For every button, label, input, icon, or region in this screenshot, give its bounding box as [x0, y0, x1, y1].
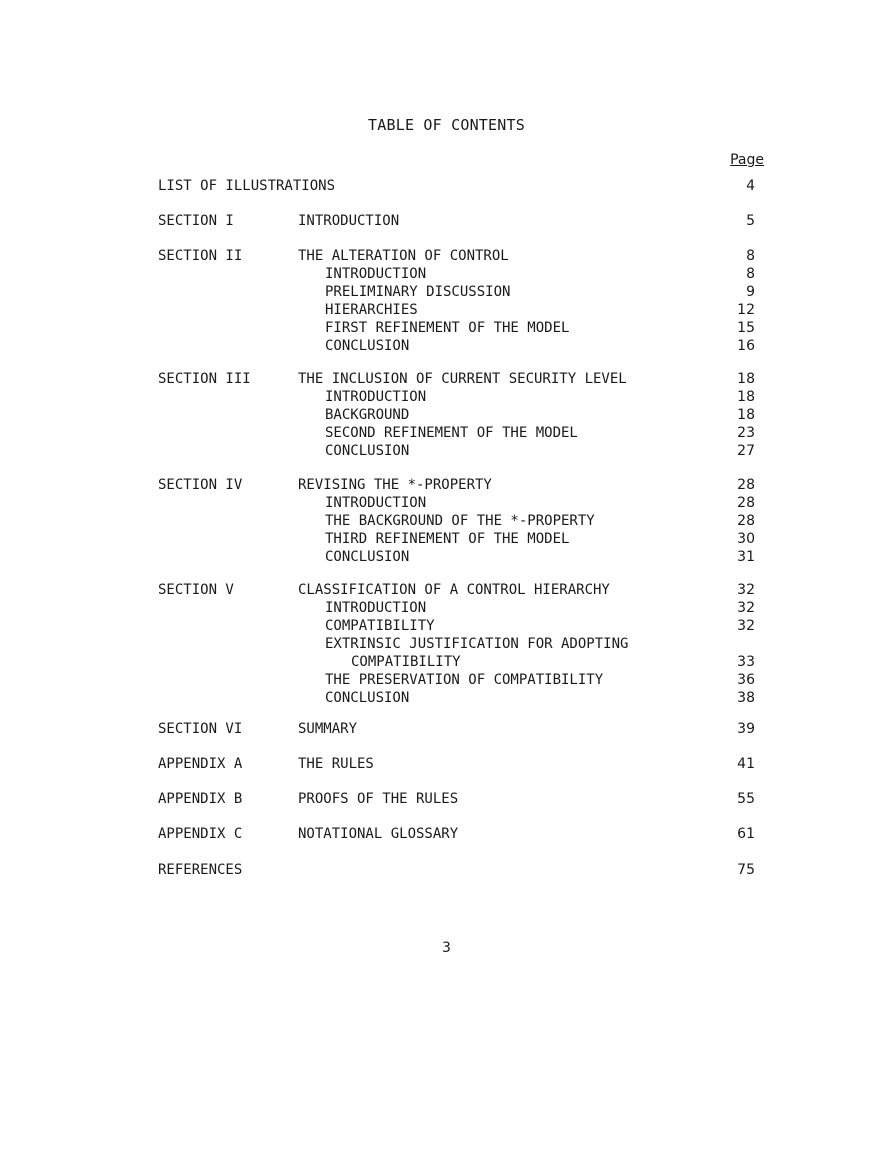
toc-entry-section-3[interactable] [0, 371, 893, 461]
toc-entry-section-2[interactable] [0, 248, 893, 356]
section-title: THE ALTERATION OF CONTROL [298, 248, 509, 264]
entry-page: 75 [737, 862, 755, 878]
section-label: SECTION VI [158, 721, 243, 737]
section-title: INTRODUCTION [298, 213, 400, 229]
subsection-entry[interactable]: COMPATIBILITY 32 [325, 618, 755, 634]
entry-label: LIST OF ILLUSTRATIONS [158, 178, 336, 194]
subsection-entry[interactable]: THE BACKGROUND OF THE *-PROPERTY 28 [325, 513, 755, 529]
entry-page: 4 [746, 178, 755, 194]
section-label: APPENDIX A [158, 756, 243, 772]
entry-page: 55 [737, 791, 755, 807]
section-title: THE INCLUSION OF CURRENT SECURITY LEVEL [298, 371, 627, 387]
subsection-entry[interactable]: PRELIMINARY DISCUSSION 9 [325, 284, 755, 300]
section-label: SECTION II [158, 248, 243, 264]
entry-label: REFERENCES [158, 862, 243, 878]
toc-title: TABLE OF CONTENTS [368, 116, 525, 134]
subsection-entry[interactable]: CONCLUSION 31 [325, 549, 755, 565]
subsection-entry[interactable]: CONCLUSION 38 [325, 690, 755, 706]
toc-entry-appendix-a[interactable] [0, 756, 893, 774]
subsection-entry[interactable]: INTRODUCTION 8 [325, 266, 755, 282]
subsection-entry[interactable]: INTRODUCTION 28 [325, 495, 755, 511]
subsection-entry[interactable]: FIRST REFINEMENT OF THE MODEL 15 [325, 320, 755, 336]
entry-page: 8 [746, 248, 755, 264]
page-number: 3 [442, 940, 451, 956]
section-title: REVISING THE *-PROPERTY [298, 477, 492, 493]
section-title: THE RULES [298, 756, 374, 772]
entry-page: 28 [737, 477, 755, 493]
entry-page: 39 [737, 721, 755, 737]
subsection-entry[interactable]: INTRODUCTION 18 [325, 389, 755, 405]
section-label: SECTION IV [158, 477, 243, 493]
entry-page: 41 [737, 756, 755, 772]
subsection-entry-continuation[interactable]: COMPATIBILITY 33 [351, 654, 755, 670]
entry-page: 32 [737, 582, 755, 598]
subsection-entry[interactable]: BACKGROUND 18 [325, 407, 755, 423]
toc-entry-appendix-b[interactable] [0, 791, 893, 809]
toc-entry-list-of-illustrations[interactable] [0, 178, 893, 196]
section-title: NOTATIONAL GLOSSARY [298, 826, 459, 842]
subsection-entry[interactable]: THE PRESERVATION OF COMPATIBILITY 36 [325, 672, 755, 688]
section-label: APPENDIX C [158, 826, 243, 842]
section-label: SECTION V [158, 582, 234, 598]
section-label: SECTION III [158, 371, 251, 387]
page-column-header: Page [730, 152, 764, 168]
toc-entry-section-5[interactable] [0, 582, 893, 708]
toc-entry-section-6[interactable] [0, 721, 893, 739]
subsection-entry[interactable]: THIRD REFINEMENT OF THE MODEL 30 [325, 531, 755, 547]
toc-entry-section-1[interactable] [0, 213, 893, 231]
entry-page: 18 [737, 371, 755, 387]
subsection-entry[interactable]: INTRODUCTION 32 [325, 600, 755, 616]
entry-page: 5 [746, 213, 755, 229]
subsection-entry[interactable]: CONCLUSION 16 [325, 338, 755, 354]
section-title: SUMMARY [298, 721, 358, 737]
subsection-entry[interactable]: CONCLUSION 27 [325, 443, 755, 459]
section-label: APPENDIX B [158, 791, 243, 807]
section-label: SECTION I [158, 213, 234, 229]
entry-page: 61 [737, 826, 755, 842]
subsection-entry[interactable]: SECOND REFINEMENT OF THE MODEL 23 [325, 425, 755, 441]
subsection-entry[interactable]: EXTRINSIC JUSTIFICATION FOR ADOPTING [325, 636, 629, 652]
toc-entry-references[interactable] [0, 862, 893, 880]
toc-entry-section-4[interactable] [0, 477, 893, 567]
toc-entry-appendix-c[interactable] [0, 826, 893, 844]
section-title: CLASSIFICATION OF A CONTROL HIERARCHY [298, 582, 610, 598]
subsection-entry[interactable]: HIERARCHIES 12 [325, 302, 755, 318]
section-title: PROOFS OF THE RULES [298, 791, 459, 807]
